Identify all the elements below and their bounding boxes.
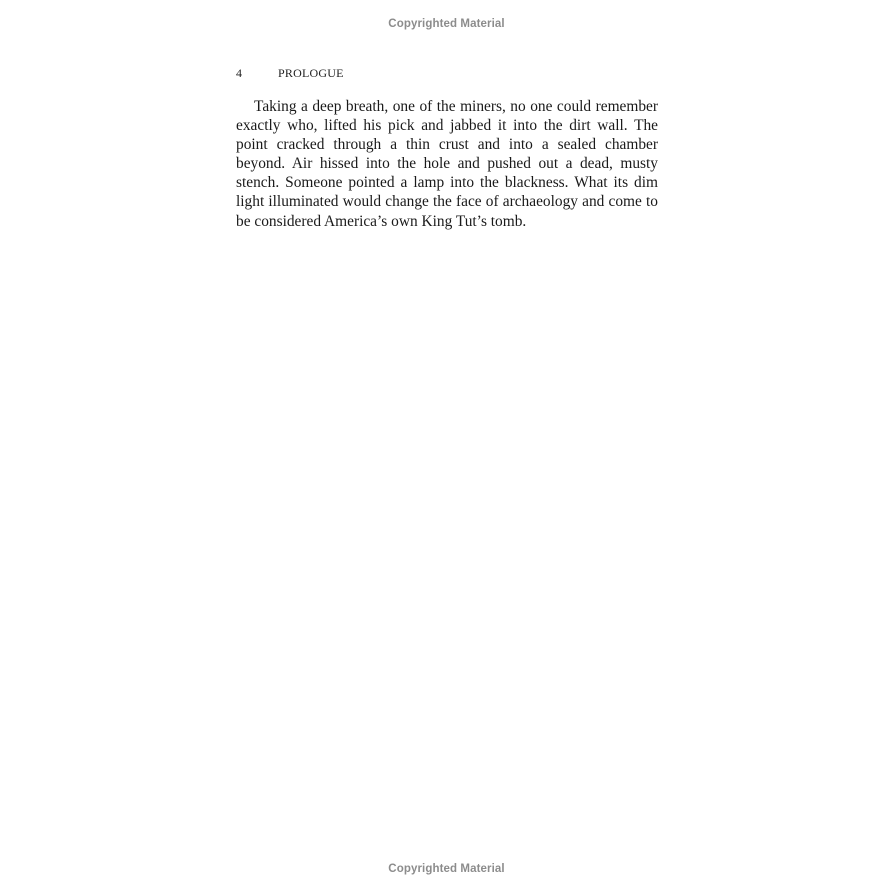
copyright-watermark-bottom: Copyrighted Material: [388, 863, 505, 875]
page-number: 4: [236, 66, 242, 80]
copyright-watermark-top: Copyrighted Material: [388, 18, 505, 30]
running-head: [236, 66, 660, 81]
body-paragraph: Taking a deep breath, one of the miners, no one could remember exactly who, lifted his pick and jabbed it into the dirt wall. The point cracked through a thin crust and into a sealed chamber beyond. Air hissed into the hole and pushed out a dead, musty stench. Someone pointed a lamp into the blackness. What its dim light illuminated would change the face of archaeology and come to be considered America’s own King Tut’s tomb.: [236, 98, 658, 230]
section-title: PROLOGUE: [278, 66, 344, 80]
